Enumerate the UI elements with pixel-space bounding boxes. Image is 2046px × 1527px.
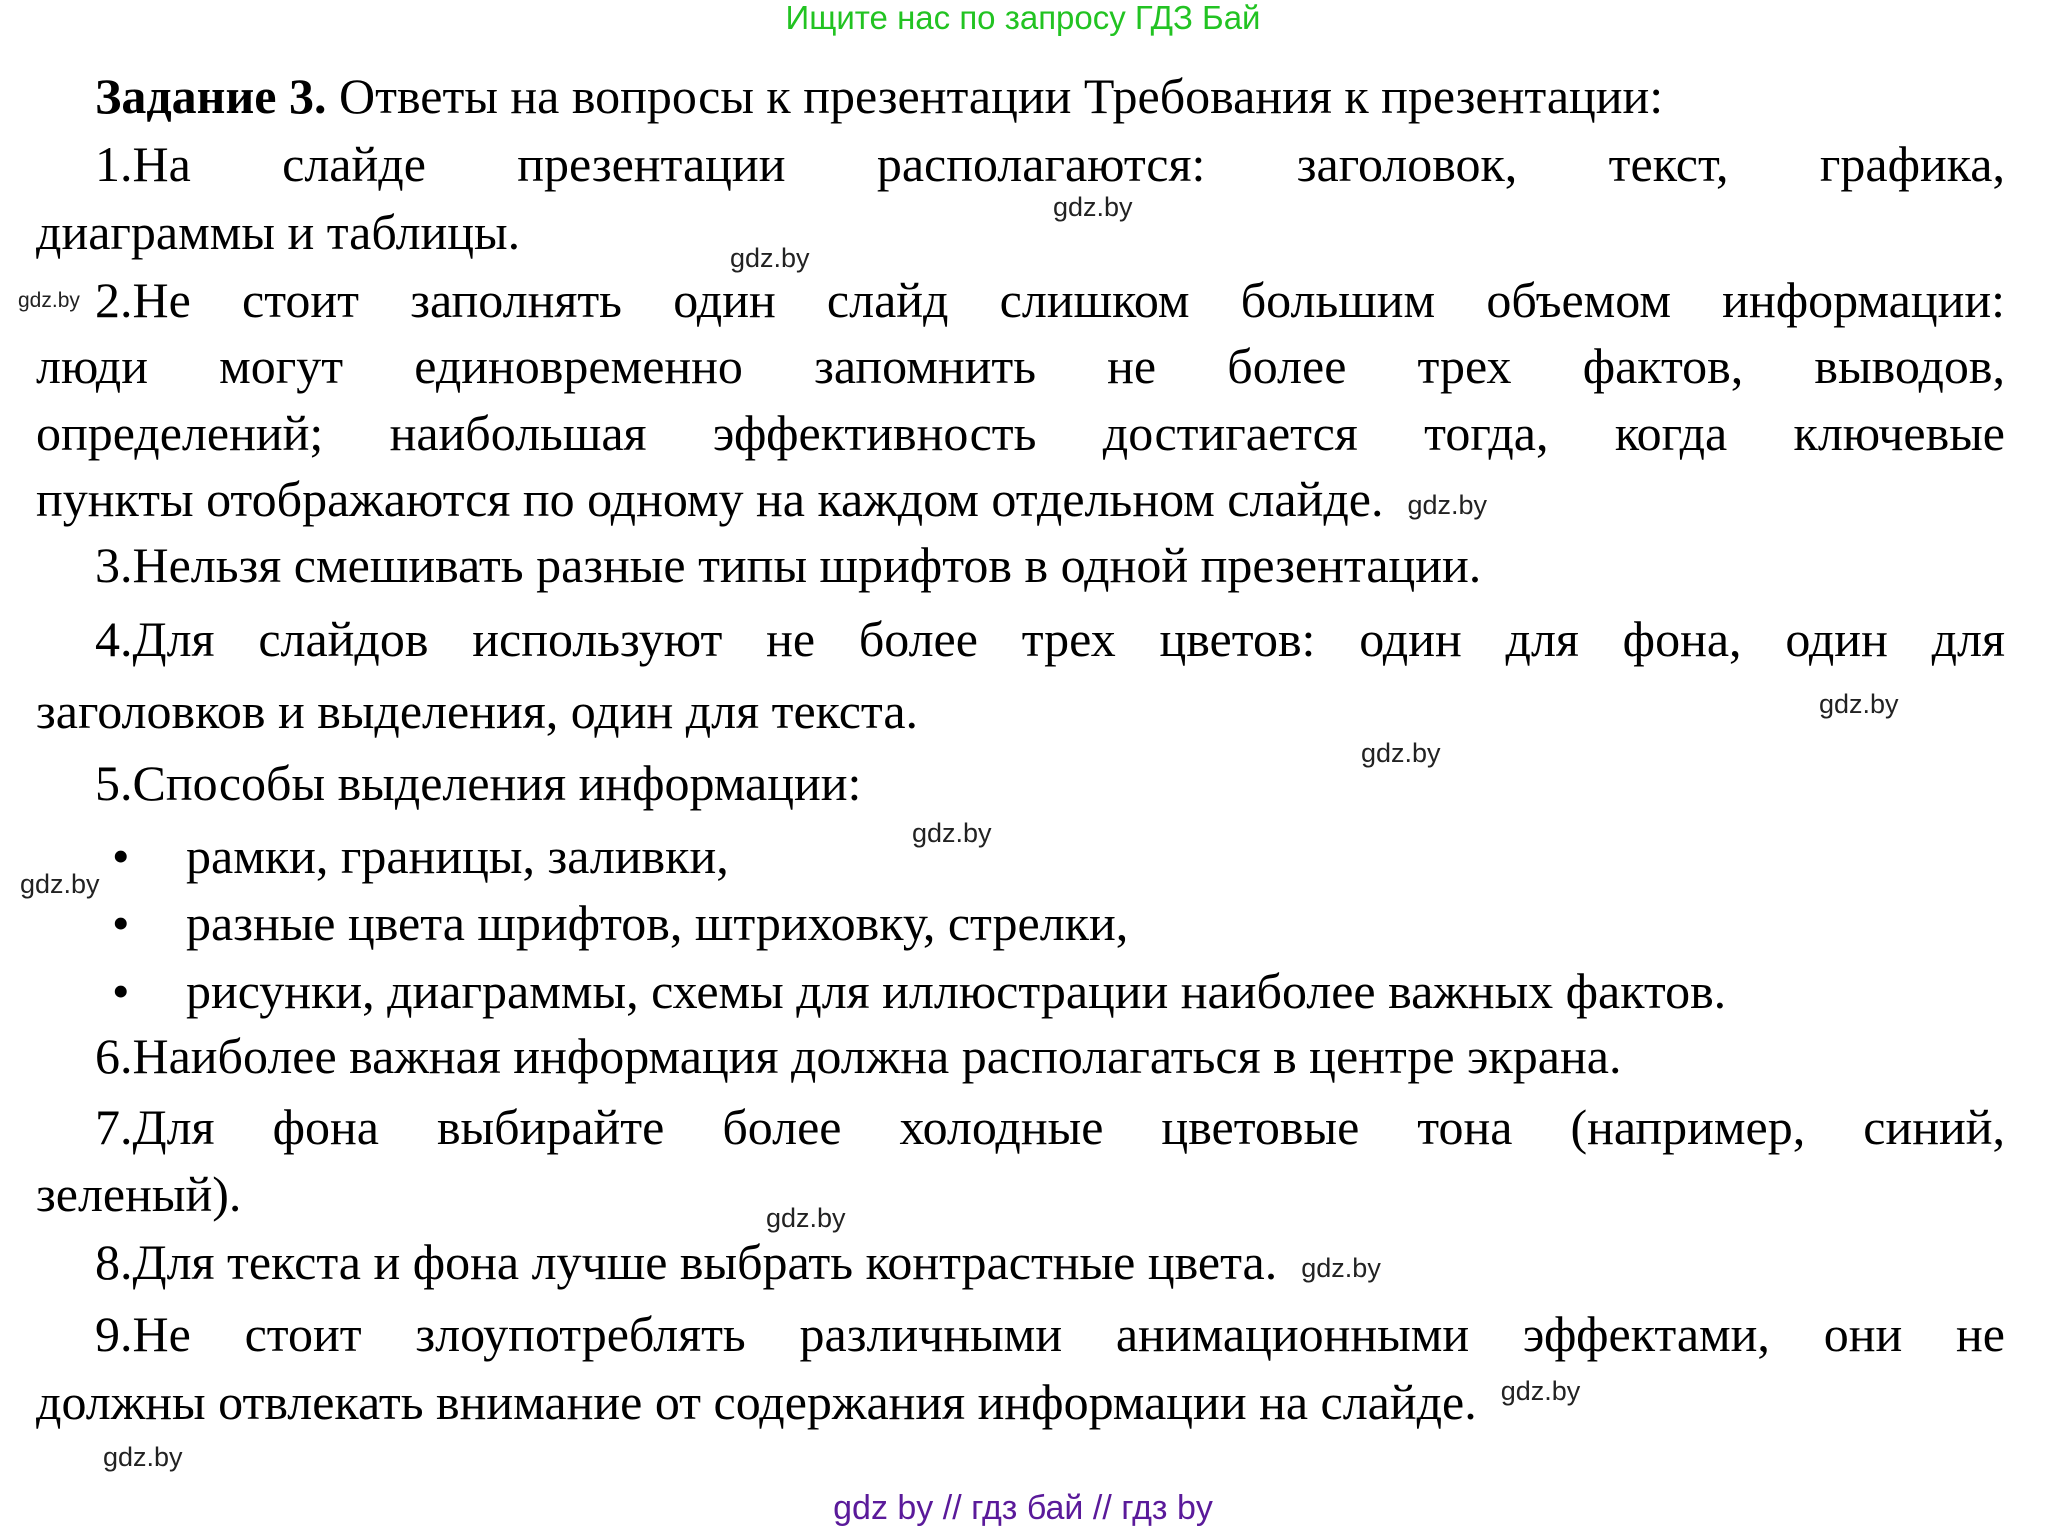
footer-links: gdz by // гдз бай // гдз by: [833, 1489, 1213, 1527]
answer-line: 3.Нельзя смешивать разные типы шрифтов в одной презентации.: [95, 537, 1482, 593]
answer-line: 2.Не стоит заполнять один слайд слишком большим объемом информации:: [95, 272, 2005, 328]
bullet-icon: •: [112, 895, 130, 951]
bullet-item: рамки, границы, заливки,: [186, 828, 729, 884]
watermark: gdz.by: [1407, 489, 1488, 520]
watermark: gdz.by: [912, 818, 992, 848]
bullet-item: рисунки, диаграммы, схемы для иллюстрации наиболее важных фактов.: [186, 963, 1727, 1019]
answer-line-with-watermark: [36, 473, 1487, 525]
answer-line: 6.Наиболее важная информация должна располагаться в центре экрана.: [95, 1028, 1622, 1084]
bullet-item: разные цвета шрифтов, штриховку, стрелки,: [186, 895, 1129, 951]
answer-line: 8.Для текста и фона лучше выбрать контрастные цвета.: [95, 1234, 1278, 1290]
watermark: gdz.by: [766, 1203, 846, 1233]
answer-line: заголовков и выделения, один для текста.: [36, 683, 919, 739]
bullet-icon: •: [112, 828, 130, 884]
watermark: gdz.by: [1819, 689, 1899, 719]
answer-line: диаграммы и таблицы.: [36, 204, 521, 260]
answer-line: должны отвлекать внимание от содержания информации на слайде.: [36, 1374, 1477, 1430]
task-title: [95, 70, 1663, 122]
watermark: gdz.by: [18, 289, 80, 312]
search-banner: Ищите нас по запросу ГДЗ Бай: [785, 0, 1261, 36]
watermark: gdz.by: [20, 869, 100, 899]
answer-line: 1.На слайде презентации располагаются: заголовок, текст, графика,: [95, 136, 2005, 192]
answer-line: люди могут единовременно запомнить не более трех фактов, выводов,: [36, 338, 2005, 394]
answer-line: 5.Способы выделения информации:: [95, 755, 862, 811]
answer-line: 4.Для слайдов используют не более трех цветов: один для фона, один для: [95, 611, 2005, 667]
answer-line: определений; наибольшая эффективность достигается тогда, когда ключевые: [36, 405, 2005, 461]
task-title-text: Ответы на вопросы к презентации Требования к презентации:: [326, 68, 1664, 124]
watermark: gdz.by: [1361, 738, 1441, 768]
watermark: gdz.by: [730, 243, 810, 273]
answer-line: 7.Для фона выбирайте более холодные цветовые тона (например, синий,: [95, 1099, 2005, 1155]
watermark: gdz.by: [103, 1442, 183, 1472]
watermark: gdz.by: [1053, 192, 1133, 222]
answer-line: пункты отображаются по одному на каждом отдельном слайде.: [36, 471, 1384, 527]
watermark: gdz.by: [1500, 1376, 1581, 1406]
bullet-icon: •: [112, 963, 130, 1019]
answer-line-with-watermark: [95, 1236, 1381, 1288]
answer-line: 9.Не стоит злоупотреблять различными анимационными эффектами, они не: [95, 1306, 2005, 1362]
answer-line: зеленый).: [36, 1166, 242, 1222]
answer-line-with-watermark: [36, 1376, 1580, 1428]
watermark: gdz.by: [1301, 1252, 1381, 1283]
task-number: Задание 3.: [95, 68, 327, 124]
